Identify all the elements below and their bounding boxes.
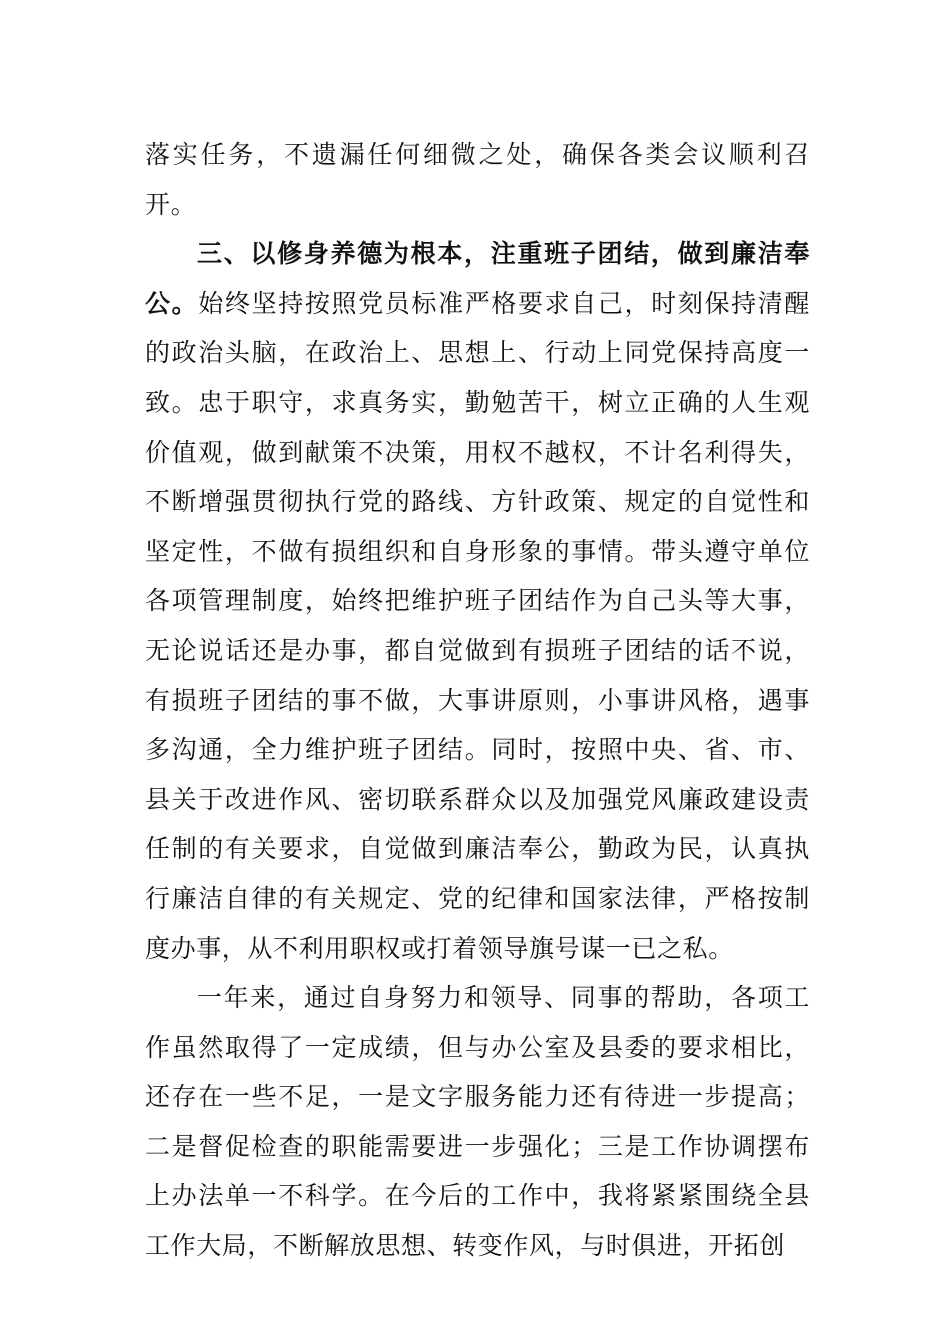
document-body [145,130,810,1271]
paragraph-section-three [145,229,810,973]
section-heading: 三、以修身养德为根本，注重班子团结，做到廉洁奉公。 [145,239,810,318]
paragraph-continuation: 落实任务，不遗漏任何细微之处，确保各类会议顺利召开。 [145,140,810,219]
section-body: 始终坚持按照党员标准严格要求自己，时刻保持清醒的政治头脑，在政治上、思想上、行动上同党保持高度一致。忠于职守，求真务实，勤勉苦干，树立正确的人生观价值观，做到献策不决策，用权不越权，不计名利得失，不断增强贯彻执行党的路线、方针政策、规定的自觉性和坚定性，不做有损组织和自身形象的事情。带头遵守单位各项管理制度，始终把维护班子团结作为自己头等大事，无论说话还是办事，都自觉做到有损班子团结的话不说，有损班子团结的事不做，大事讲原则，小事讲风格，遇事多沟通，全力维护班子团结。同时，按照中央、省、市、县关于改进作风、密切联系群众以及加强党风廉政建设责任制的有关要求，自觉做到廉洁奉公，勤政为民，认真执行廉洁自律的有关规定、党的纪律和国家法律，严格按制度办事，从不利用职权或打着领导旗号谋一已之私。 [145,288,811,963]
paragraph-summary: 一年来，通过自身努力和领导、同事的帮助，各项工作虽然取得了一定成绩，但与办公室及县委的要求相比，还存在一些不足，一是文字服务能力还有待进一步提高；二是督促检查的职能需要进一步强化；三是工作协调摆布上办法单一不科学。在今后的工作中，我将紧紧围绕全县工作大局，不断解放思想、转变作风，与时俱进，开拓创 [145,983,810,1261]
